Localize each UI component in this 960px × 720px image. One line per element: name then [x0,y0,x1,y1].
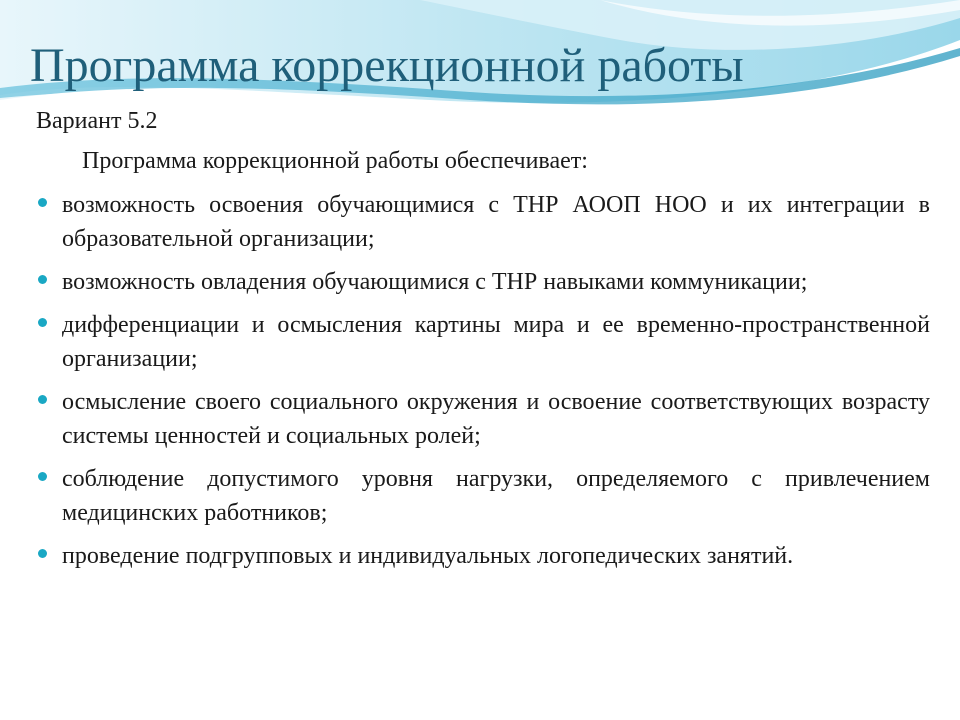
bullet-icon [38,275,47,284]
bullet-icon [38,395,47,404]
bullet-text: проведение подгрупповых и индивидуальных логопедических занятий. [62,543,794,569]
bullet-text: дифференциации и осмысления картины мира и ее временно-пространственной организации; [62,312,930,372]
list-item [38,188,930,256]
list-item [38,539,930,573]
bullet-list [38,188,930,582]
bullet-text: возможность овладения обучающимися с ТНР навыками коммуникации; [62,269,808,295]
bullet-icon [38,198,47,207]
bullet-icon [38,549,47,558]
bullet-text: осмысление своего социального окружения и освоение соответствующих возрасту системы ценностей и социальных ролей; [62,389,930,449]
bullet-icon [38,318,47,327]
bullet-text: соблюдение допустимого уровня нагрузки, определяемого с привлечением медицинских работников; [62,466,930,526]
slide-title: Программа коррекционной работы [30,39,744,92]
list-item [38,265,930,299]
list-item [38,462,930,530]
list-item [38,308,930,376]
list-item [38,385,930,453]
bullet-icon [38,472,47,481]
bullet-text: возможность освоения обучающимися с ТНР АООП НОО и их интеграции в образовательной организации; [62,192,930,252]
variant-label: Вариант 5.2 [36,108,158,134]
intro-text: Программа коррекционной работы обеспечивает: [82,148,588,174]
